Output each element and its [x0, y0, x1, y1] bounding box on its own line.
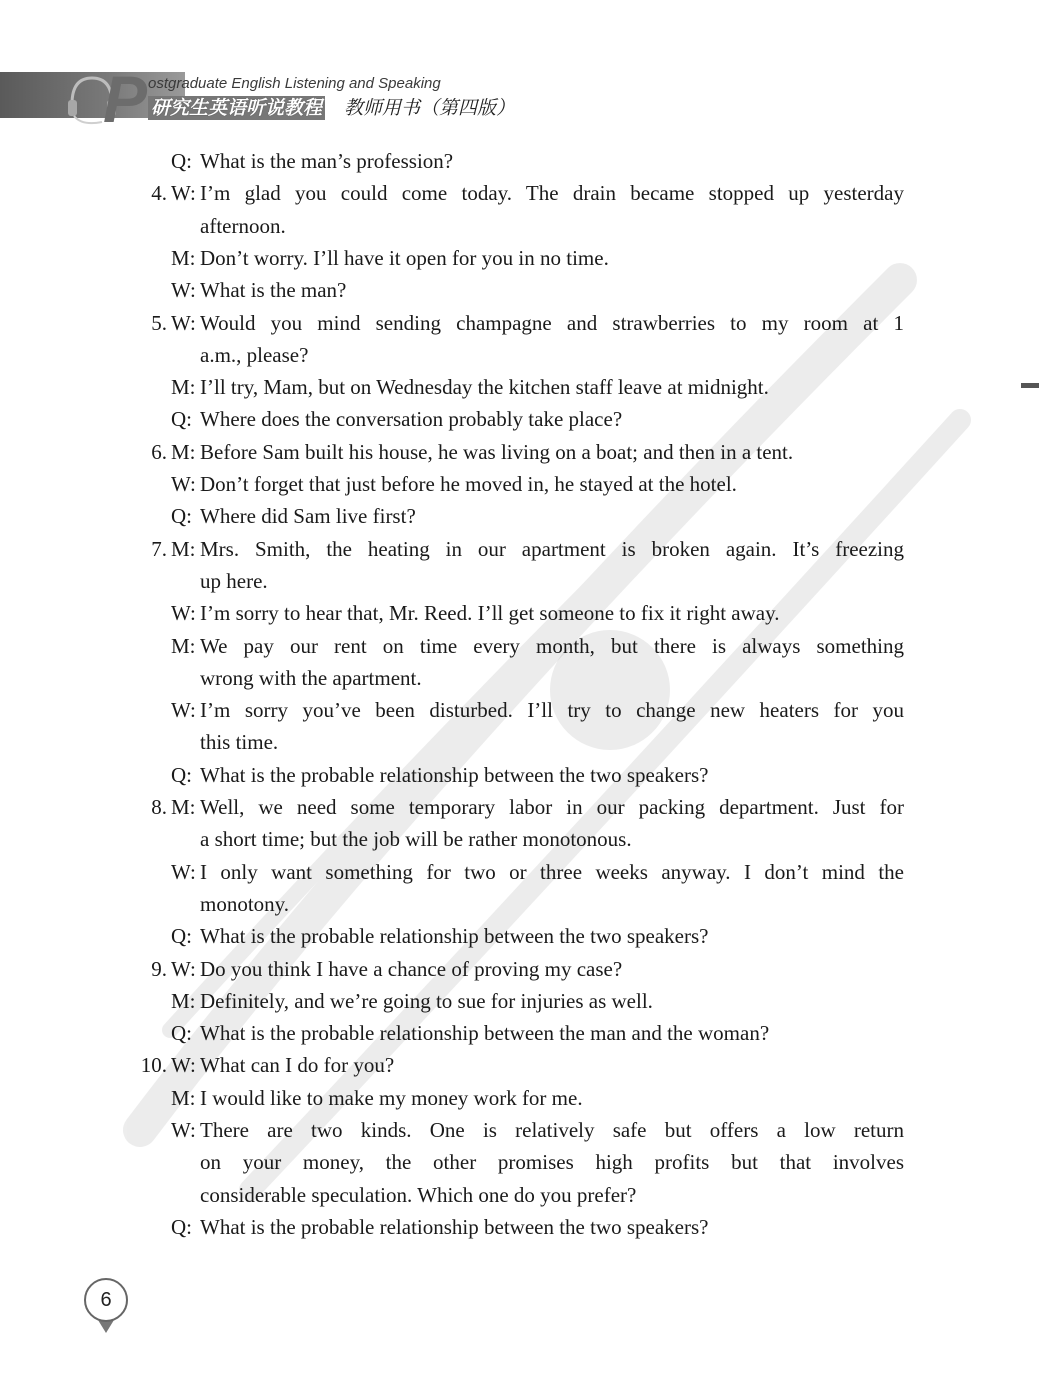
- speaker-label: Q:: [171, 149, 192, 173]
- dialogue-text: considerable speculation. Which one do you prefer?: [200, 1182, 637, 1207]
- speaker-label: W:: [171, 698, 196, 723]
- book-subtitle: 教师用书（第四版）: [344, 97, 516, 119]
- dialogue-text: monotony.: [200, 891, 290, 916]
- speaker-label: M:: [171, 536, 196, 561]
- dialogue-text: What is the man?: [200, 278, 347, 303]
- dialogue-text: What is the probable relationship between the man and the woman?: [200, 1021, 770, 1046]
- dialogue-text: There are two kinds. One is relatively safe but offers a low return: [200, 1118, 904, 1142]
- series-chinese-title: 研究生英语听说教程: [148, 96, 325, 120]
- dialogue-text: I’m sorry to hear that, Mr. Reed. I’ll get someone to fix it right away.: [200, 601, 780, 626]
- dialogue-text: Don’t forget that just before he moved in, he stayed at the hotel.: [200, 472, 737, 496]
- speaker-label: Q:: [171, 924, 192, 949]
- dialogue-text: Definitely, and we’re going to sue for injuries as well.: [200, 988, 653, 1013]
- speaker-label: W:: [171, 278, 196, 303]
- speaker-label: M:: [171, 375, 196, 400]
- dialogue-text: Do you think I have a chance of proving my case?: [200, 956, 623, 981]
- dialogue-text: We pay our rent on time every month, but there is always something: [200, 633, 904, 658]
- dialogue-text: Don’t worry. I’ll have it open for you in no time.: [200, 245, 609, 270]
- dialogue-text: a short time; but the job will be rather monotonous.: [200, 827, 632, 852]
- dialogue-text: What is the probable relationship between the two speakers?: [200, 1214, 709, 1239]
- margin-tab-marker: [1021, 383, 1039, 388]
- dialogue-text: What can I do for you?: [200, 1053, 395, 1078]
- item-number: 6.: [151, 439, 167, 464]
- dialogue-text: Before Sam built his house, he was living on a boat; and then in a tent.: [200, 439, 794, 464]
- speaker-label: Q:: [171, 762, 192, 787]
- dialogue-text: Would you mind sending champagne and strawberries to my room at 1: [200, 310, 904, 335]
- speaker-label: W:: [171, 601, 196, 626]
- speaker-label: W:: [171, 1118, 196, 1142]
- dialogue-text: a.m., please?: [200, 342, 309, 367]
- speaker-label: W:: [171, 956, 196, 981]
- speaker-label: Q:: [171, 1214, 192, 1239]
- speaker-label: M:: [171, 795, 196, 819]
- item-number: 4.: [151, 181, 167, 206]
- speaker-label: W:: [171, 859, 196, 884]
- series-english-title: ostgraduate English Listening and Speaking: [148, 75, 441, 92]
- item-number: 10.: [140, 1053, 167, 1078]
- speaker-label: M:: [171, 988, 196, 1013]
- dialogue-text: What is the man’s profession?: [200, 149, 454, 173]
- item-number: 7.: [151, 536, 167, 561]
- dialogue-text: I only want something for two or three weeks anyway. I don’t mind the: [200, 859, 904, 884]
- page-number: 6: [100, 1289, 112, 1311]
- speaker-label: M:: [171, 633, 196, 658]
- dialogue-text: What is the probable relationship between the two speakers?: [200, 762, 709, 787]
- speaker-label: M:: [171, 439, 196, 464]
- dialogue-text: this time.: [200, 730, 279, 755]
- dialogue-text: What is the probable relationship between the two speakers?: [200, 924, 709, 949]
- speaker-label: W:: [171, 472, 196, 496]
- speaker-label: Q:: [171, 1021, 192, 1046]
- dialogue-text: on your money, the other promises high profits but that involves: [200, 1150, 904, 1175]
- dialogue-text: Where did Sam live first?: [200, 504, 416, 529]
- speaker-label: W:: [171, 310, 196, 335]
- speaker-label: W:: [171, 1053, 196, 1078]
- speaker-label: M:: [171, 245, 196, 270]
- dialogue-text: I’m glad you could come today. The drain became stopped up yesterday: [200, 181, 904, 206]
- dialogue-text: Where does the conversation probably take place?: [200, 407, 623, 432]
- dialogue-text: Mrs. Smith, the heating in our apartment is broken again. It’s freezing: [200, 536, 904, 561]
- item-number: 8.: [151, 795, 167, 819]
- dialogue-text: I’m sorry you’ve been disturbed. I’ll try to change new heaters for you: [200, 698, 904, 723]
- dialogue-text: Well, we need some temporary labor in our packing department. Just for: [200, 795, 904, 819]
- speaker-label: M:: [171, 1085, 196, 1110]
- dialogue-text: I would like to make my money work for me.: [200, 1085, 583, 1110]
- speaker-label: Q:: [171, 407, 192, 432]
- speaker-label: Q:: [171, 504, 192, 529]
- dialogue-text: up here.: [200, 568, 268, 593]
- dialogue-text: wrong with the apartment.: [200, 665, 422, 690]
- speaker-label: W:: [171, 181, 196, 206]
- dialogue-text: afternoon.: [200, 213, 286, 238]
- item-number: 5.: [151, 310, 167, 335]
- item-number: 9.: [151, 956, 167, 981]
- header-logo-letter: P: [103, 62, 146, 136]
- dialogue-text: I’ll try, Mam, but on Wednesday the kitchen staff leave at midnight.: [200, 375, 769, 400]
